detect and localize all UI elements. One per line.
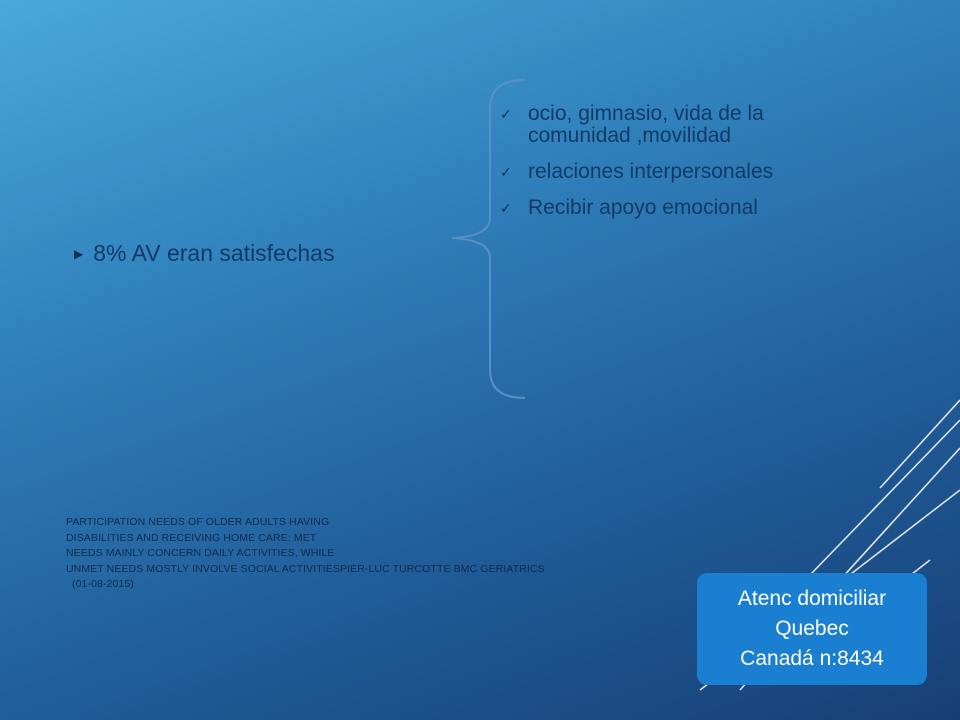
checklist-item-text: Recibir apoyo emocional: [528, 196, 758, 219]
checklist-item-text: [528, 103, 764, 147]
citation-line: PARTICIPATION NEEDS OF OLDER ADULTS HAVING: [66, 516, 330, 528]
right-triangle-bullet-icon: ▶: [74, 246, 84, 261]
checkmark-icon: ✓: [500, 200, 512, 216]
checklist-item: [500, 161, 920, 183]
citation-line: DISABILITIES AND RECEIVING HOME CARE: MET: [66, 531, 317, 544]
callout-line: Quebec: [775, 617, 849, 640]
citation-line: NEEDS MAINLY CONCERN DAILY ACTIVITIES, WHILE: [66, 547, 335, 559]
main-bullet-item: [74, 240, 334, 267]
checklist-item-line: comunidad ,movilidad: [528, 124, 732, 147]
citation: [66, 515, 666, 593]
main-bullet-text: 8% AV eran satisfechas: [93, 240, 335, 266]
callout-line: Atenc domiciliar: [737, 587, 887, 610]
checkmark-icon: ✓: [500, 164, 512, 180]
checklist-item-text: relaciones interpersonales: [528, 160, 774, 183]
citation-line: UNMET NEEDS MOSTLY INVOLVE SOCIAL ACTIVITIESPIER-LUC TURCOTTE BMC GERIATRICS: [66, 562, 545, 575]
callout-line: Canadá n:8434: [740, 647, 884, 670]
callout-box: [697, 573, 927, 685]
citation-date: (01-08-2015): [72, 578, 134, 590]
checklist-item-line: ocio, gimnasio, vida de la: [528, 102, 764, 125]
checkmark-icon: ✓: [500, 106, 512, 122]
checklist-item: [500, 103, 920, 147]
checklist-item: [500, 197, 920, 219]
checklist: [500, 103, 920, 233]
